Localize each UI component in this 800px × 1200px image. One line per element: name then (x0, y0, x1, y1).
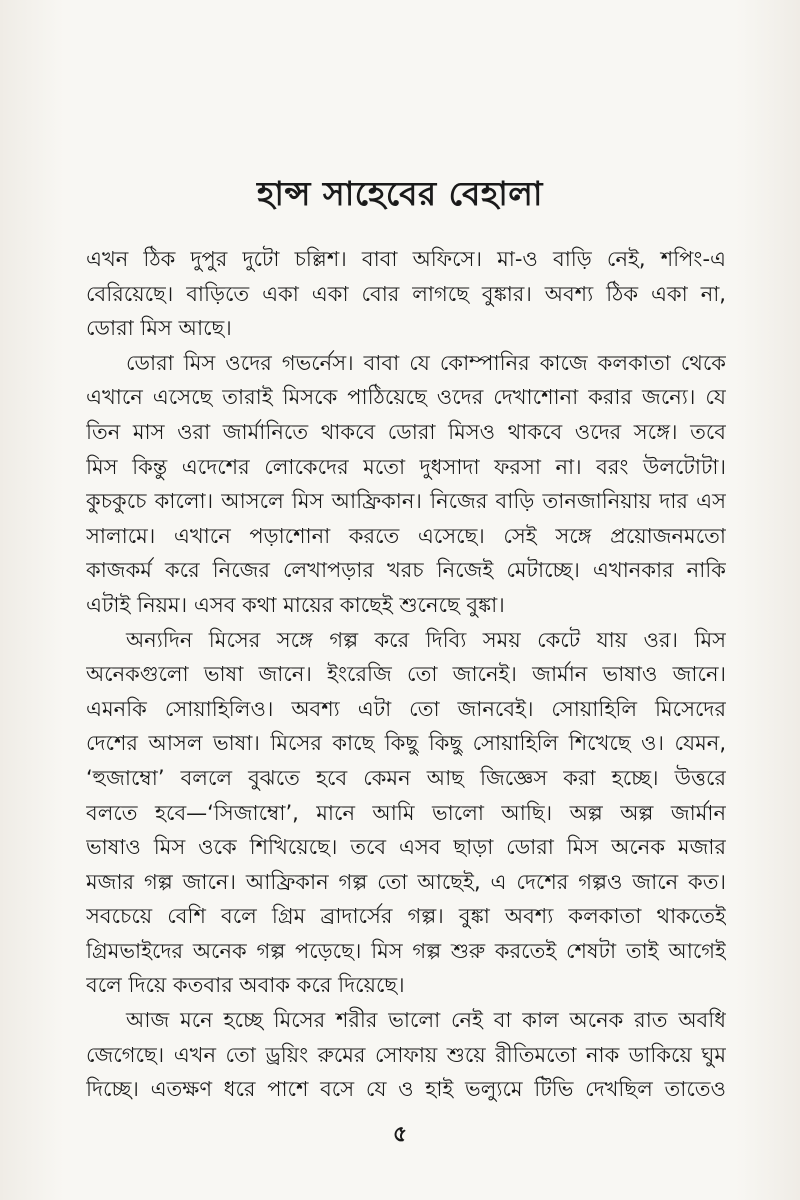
text-line: কাজকর্ম করে নিজের লেখাপড়ার খরচ নিজেই মেটাচ্ছে। এখানকার নাকি (86, 558, 726, 583)
text-line: অন্যদিন মিসের সঙ্গে গল্প করে দিব্যি সময় কেটে যায় ওর। মিস (126, 627, 726, 652)
story-body (86, 242, 726, 1107)
paragraph-1 (86, 242, 726, 346)
text-line: এখানে এসেছে তারাই মিসকে পাঠিয়েছে ওদের দেখাশোনা করার জন্যে। যে (86, 385, 726, 410)
text-line: মিস কিন্তু এদেশের লোকেদের মতো দুধসাদা ফরসা না। বরং উলটোটা। (86, 454, 726, 479)
text-line: দেশের আসল ভাষা। মিসের কাছে কিছু কিছু সোয়াহিলি শিখেছে ও। যেমন, (86, 731, 726, 756)
text-line: বেরিয়েছে। বাড়িতে একা একা বোর লাগছে বুঙ্কার। অবশ্য ঠিক একা না, (86, 281, 726, 306)
text-line: ভাষাও মিস ওকে শিখিয়েছে। তবে এসব ছাড়া ডোরা মিস অনেক মজার (86, 835, 726, 860)
chapter-title: হান্স সাহেবের বেহালা (257, 174, 543, 213)
text-line: কুচকুচে কালো। আসলে মিস আফ্রিকান। নিজের বাড়ি তানজানিয়ায় দার এস (86, 489, 726, 514)
text-line: এখন ঠিক দুপুর দুটো চল্লিশ। বাবা অফিসে। মা-ও বাড়ি নেই, শপিং-এ (86, 247, 726, 271)
paragraph-3 (86, 623, 726, 1004)
text-line: সবচেয়ে বেশি বলে গ্রিম ব্রাদার্সের গল্প। বুঙ্কা অবশ্য কলকাতা থাকতেই (86, 904, 726, 929)
text-line: সালামে। এখানে পড়াশোনা করতে এসেছে। সেই সঙ্গে প্রয়োজনমতো (86, 523, 726, 548)
text-line: এমনকি সোয়াহিলিও। অবশ্য এটা তো জানবেই। সোয়াহিলি মিসেদের (86, 696, 726, 721)
paragraph-4 (86, 1003, 726, 1107)
text-line: ডোরা মিস ওদের গভর্নেস। বাবা যে কোম্পানির কাজে কলকাতা থেকে (126, 350, 726, 375)
text-line: মজার গল্প জানে। আফ্রিকান গল্প তো আছেই, এ দেশের গল্পও জানে কত। (86, 869, 726, 894)
text-line: আজ মনে হচ্ছে মিসের শরীর ভালো নেই বা কাল অনেক রাত অবধি (126, 1008, 726, 1033)
text-line: ‘হুজাম্বো’ বললে বুঝতে হবে কেমন আছ জিজ্ঞেস করা হচ্ছে। উত্তরে (86, 765, 726, 790)
text-line: অনেকগুলো ভাষা জানে। ইংরেজি তো জানেই। জার্মান ভাষাও জানে। (86, 662, 726, 687)
text-line: ডোরা মিস আছে। (86, 316, 232, 341)
text-line: বলে দিয়ে কতবার অবাক করে দিয়েছে। (86, 973, 405, 998)
text-line: গ্রিমভাইদের অনেক গল্প পড়েছে। মিস গল্প শুরু করতেই শেষটা তাই আগেই (86, 938, 726, 963)
text-line: দিচ্ছে। এতক্ষণ ধরে পাশে বসে যে ও হাই ভল্যুমে টিভি দেখছিল তাতেও (86, 1077, 726, 1102)
page-number: ৫ (392, 1122, 408, 1147)
text-line: তিন মাস ওরা জার্মানিতে থাকবে ডোরা মিসও থাকবে ওদের সঙ্গে। তবে (86, 419, 726, 444)
paragraph-2 (86, 346, 726, 623)
text-line: এটাই নিয়ম। এসব কথা মায়ের কাছেই শুনেছে বুঙ্কা। (86, 592, 505, 617)
text-line: জেগেছে। এখন তো ড্রয়িং রুমের সোফায় শুয়ে রীতিমতো নাক ডাকিয়ে ঘুম (86, 1042, 726, 1067)
text-line: বলতে হবে—‘সিজাম্বো’, মানে আমি ভালো আছি। অল্প অল্প জার্মান (86, 800, 726, 825)
